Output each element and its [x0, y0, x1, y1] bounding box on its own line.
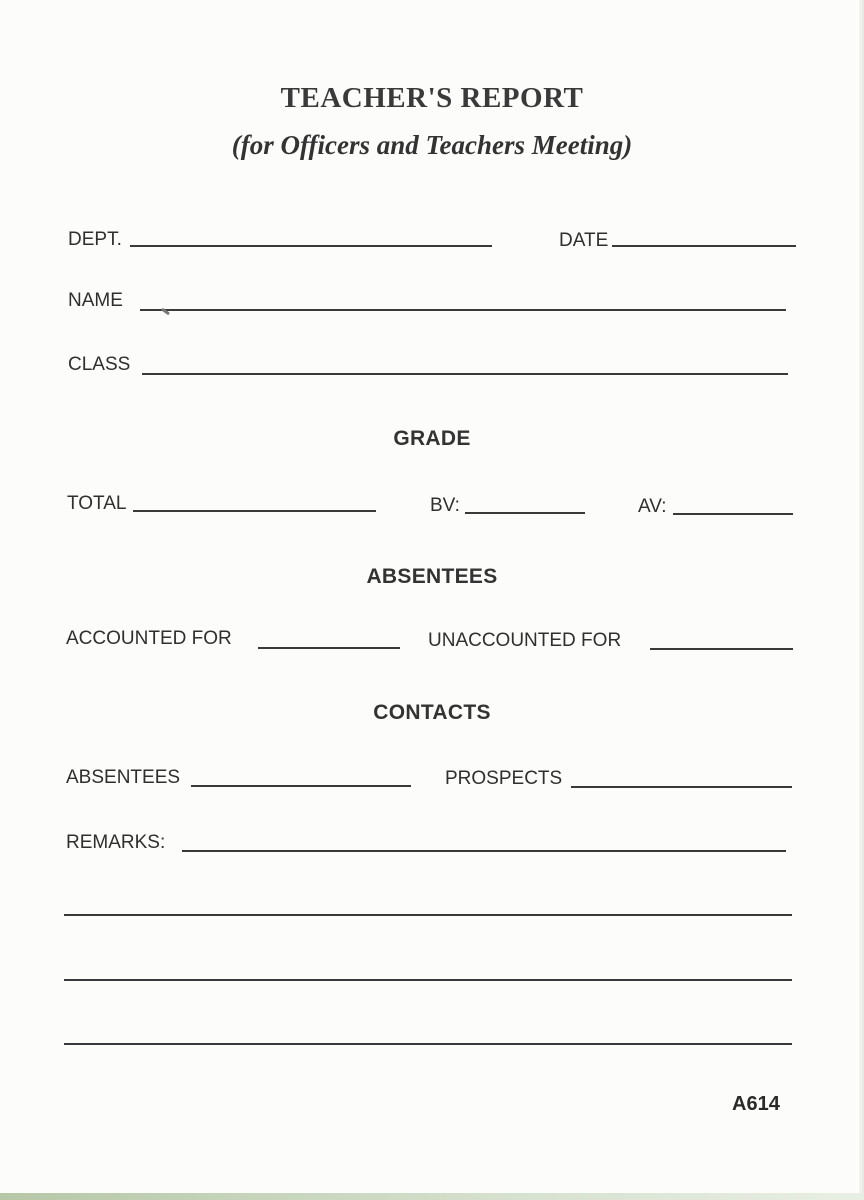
paper-edge [859, 0, 864, 1200]
remarks-line-4[interactable] [64, 1043, 792, 1045]
section-grade: GRADE [393, 427, 471, 450]
name-label: NAME [68, 290, 123, 311]
dept-label: DEPT. [68, 229, 122, 250]
date-line[interactable] [612, 245, 796, 247]
section-absentees: ABSENTEES [366, 565, 498, 588]
contacts-absentees-line[interactable] [191, 785, 411, 787]
section-contacts: CONTACTS [373, 701, 491, 724]
av-label: AV: [638, 496, 667, 517]
prospects-label: PROSPECTS [445, 768, 563, 789]
accounted-for-line[interactable] [258, 647, 400, 649]
total-label: TOTAL [67, 493, 127, 514]
bv-line[interactable] [465, 512, 585, 514]
total-line[interactable] [133, 510, 376, 512]
unaccounted-for-label: UNACCOUNTED FOR [428, 630, 622, 651]
remarks-line-2[interactable] [64, 914, 792, 916]
remarks-line-3[interactable] [64, 979, 792, 981]
name-line[interactable] [140, 309, 786, 311]
accounted-for-label: ACCOUNTED FOR [66, 628, 232, 649]
paper-bottom-edge [0, 1193, 864, 1200]
remarks-line-1[interactable] [182, 850, 786, 852]
dept-line[interactable] [130, 245, 492, 247]
contacts-absentees-label: ABSENTEES [66, 767, 181, 788]
form-code: A614 [732, 1093, 780, 1115]
bv-label: BV: [430, 495, 460, 516]
remarks-label: REMARKS: [66, 832, 166, 853]
av-line[interactable] [673, 513, 793, 515]
prospects-line[interactable] [571, 786, 792, 788]
class-line[interactable] [142, 373, 788, 375]
class-label: CLASS [68, 354, 131, 375]
date-label: DATE [559, 230, 609, 251]
form-subtitle: (for Officers and Teachers Meeting) [231, 130, 633, 160]
form-title: TEACHER'S REPORT [280, 82, 584, 114]
unaccounted-for-line[interactable] [650, 648, 793, 650]
